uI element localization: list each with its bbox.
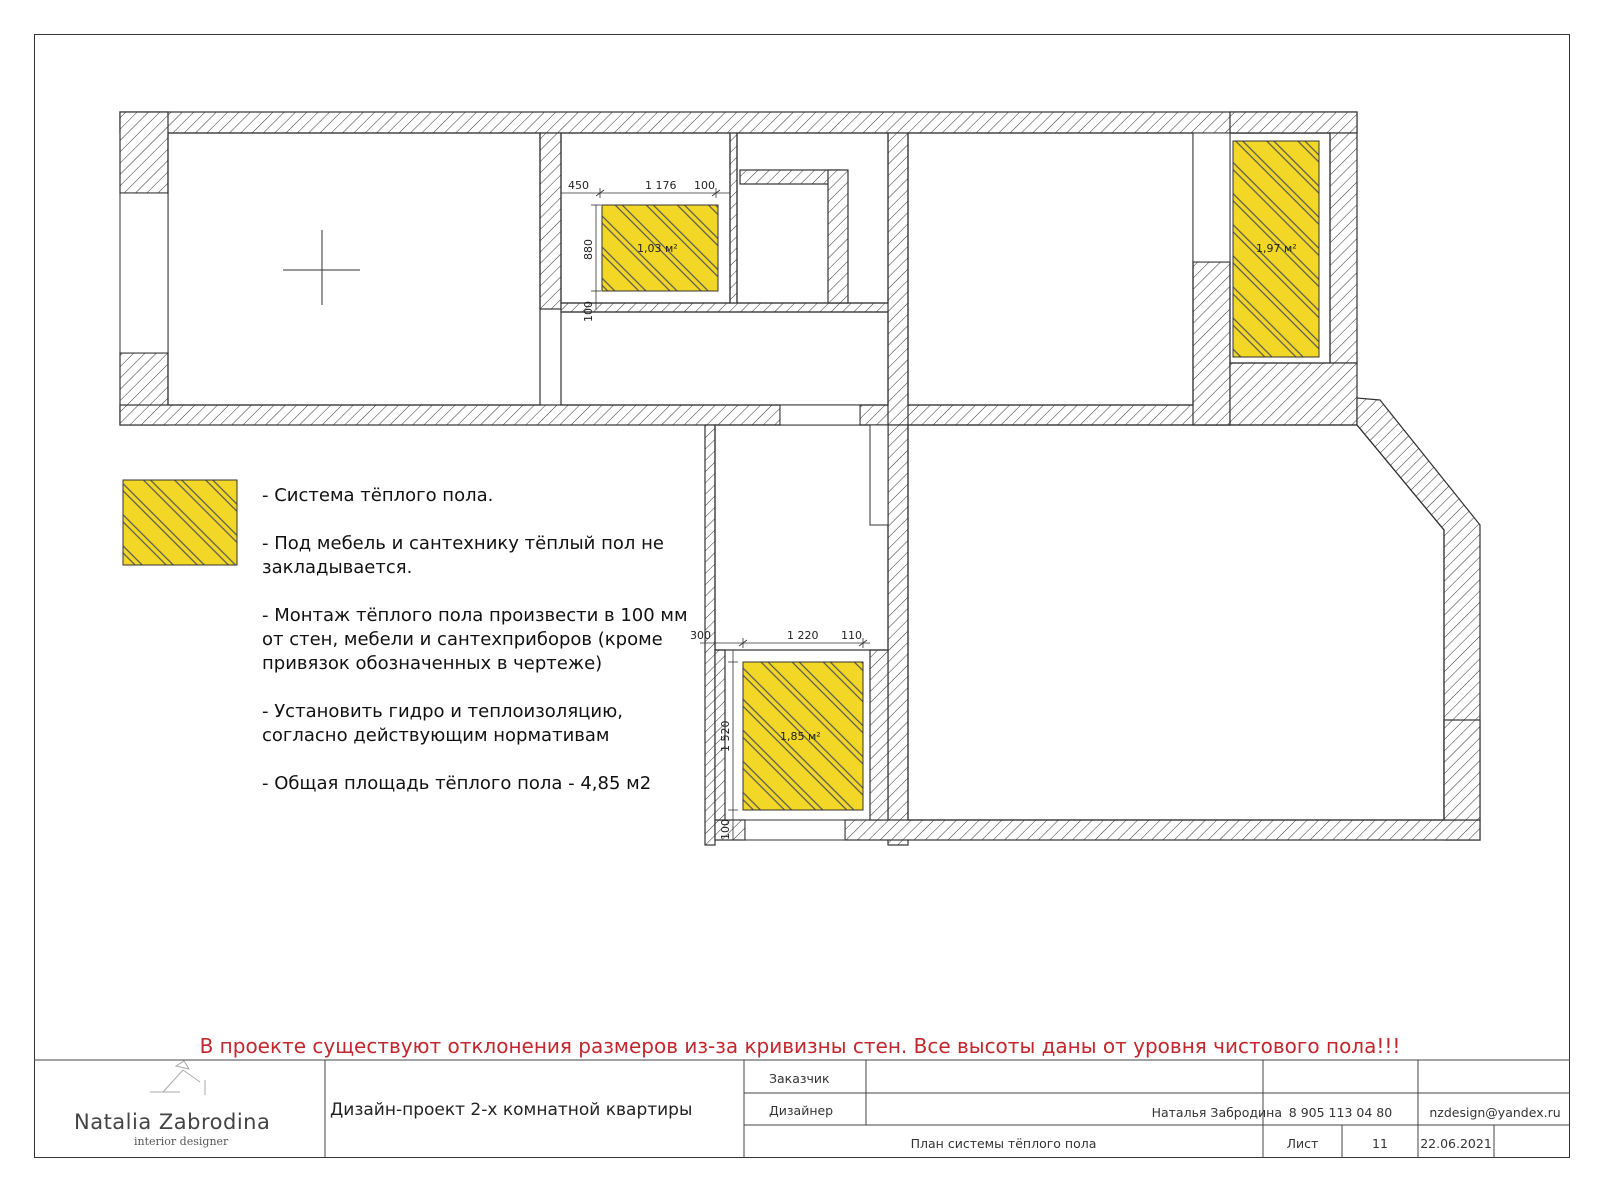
- dim-wc-1: 300: [690, 629, 711, 642]
- dim-bath-3: 100: [694, 179, 715, 192]
- logo-name: Natalia Zabrodina: [74, 1110, 271, 1134]
- sheet-title: План системы тёплого пола: [910, 1136, 1097, 1151]
- phone: 8 905 113 04 80: [1288, 1105, 1393, 1120]
- note-3: - Монтаж тёплого пола произвести в 100 мм от стен, мебели и сантехприборов (кроме привязок обозначенных в чертеже): [262, 605, 688, 674]
- title-block: [34, 1060, 1570, 1158]
- dim-bath-5: 100: [582, 301, 595, 322]
- heated-zone-bath-label: 1,03 м²: [637, 242, 678, 255]
- sheet-label: Лист: [1286, 1136, 1319, 1151]
- note-5: - Общая площадь тёплого пола - 4,85 м2: [262, 773, 652, 794]
- dim-wc-3: 110: [841, 629, 862, 642]
- dim-bath-4: 880: [582, 239, 595, 260]
- warning-text: В проекте существуют отклонения размеров из-за кривизны стен. Все высоты даны от уровня чистового пола!!!: [199, 1034, 1401, 1058]
- legend-notes: [262, 484, 692, 820]
- client-label: Заказчик: [769, 1071, 830, 1086]
- dim-wc-5: 100: [719, 819, 732, 840]
- note-2: - Под мебель и сантехнику тёплый пол не закладывается.: [262, 533, 664, 578]
- dim-wc-2: 1 220: [787, 629, 819, 642]
- legend-swatch: [123, 480, 237, 565]
- date: 22.06.2021: [1420, 1136, 1492, 1151]
- heated-zone-wc-label: 1,85 м²: [780, 730, 821, 743]
- dim-bath-1: 450: [568, 179, 589, 192]
- note-4: - Установить гидро и теплоизоляцию, согласно действующим нормативам: [262, 701, 623, 746]
- designer-name: Наталья Забродина: [1151, 1105, 1282, 1120]
- sheet-number: 11: [1372, 1136, 1388, 1151]
- dim-wc-4: 1 520: [719, 720, 732, 752]
- dim-bath-2: 1 176: [645, 179, 677, 192]
- heated-zone-balcony-label: 1,97 м²: [1256, 242, 1297, 255]
- project-title: Дизайн-проект 2-х комнатной квартиры: [330, 1100, 693, 1120]
- note-1: - Система тёплого пола.: [262, 485, 494, 506]
- email: nzdesign@yandex.ru: [1429, 1105, 1561, 1120]
- cross-mark-icon: [283, 230, 360, 305]
- designer-label: Дизайнер: [769, 1103, 834, 1118]
- logo-subtitle: interior designer: [134, 1135, 229, 1148]
